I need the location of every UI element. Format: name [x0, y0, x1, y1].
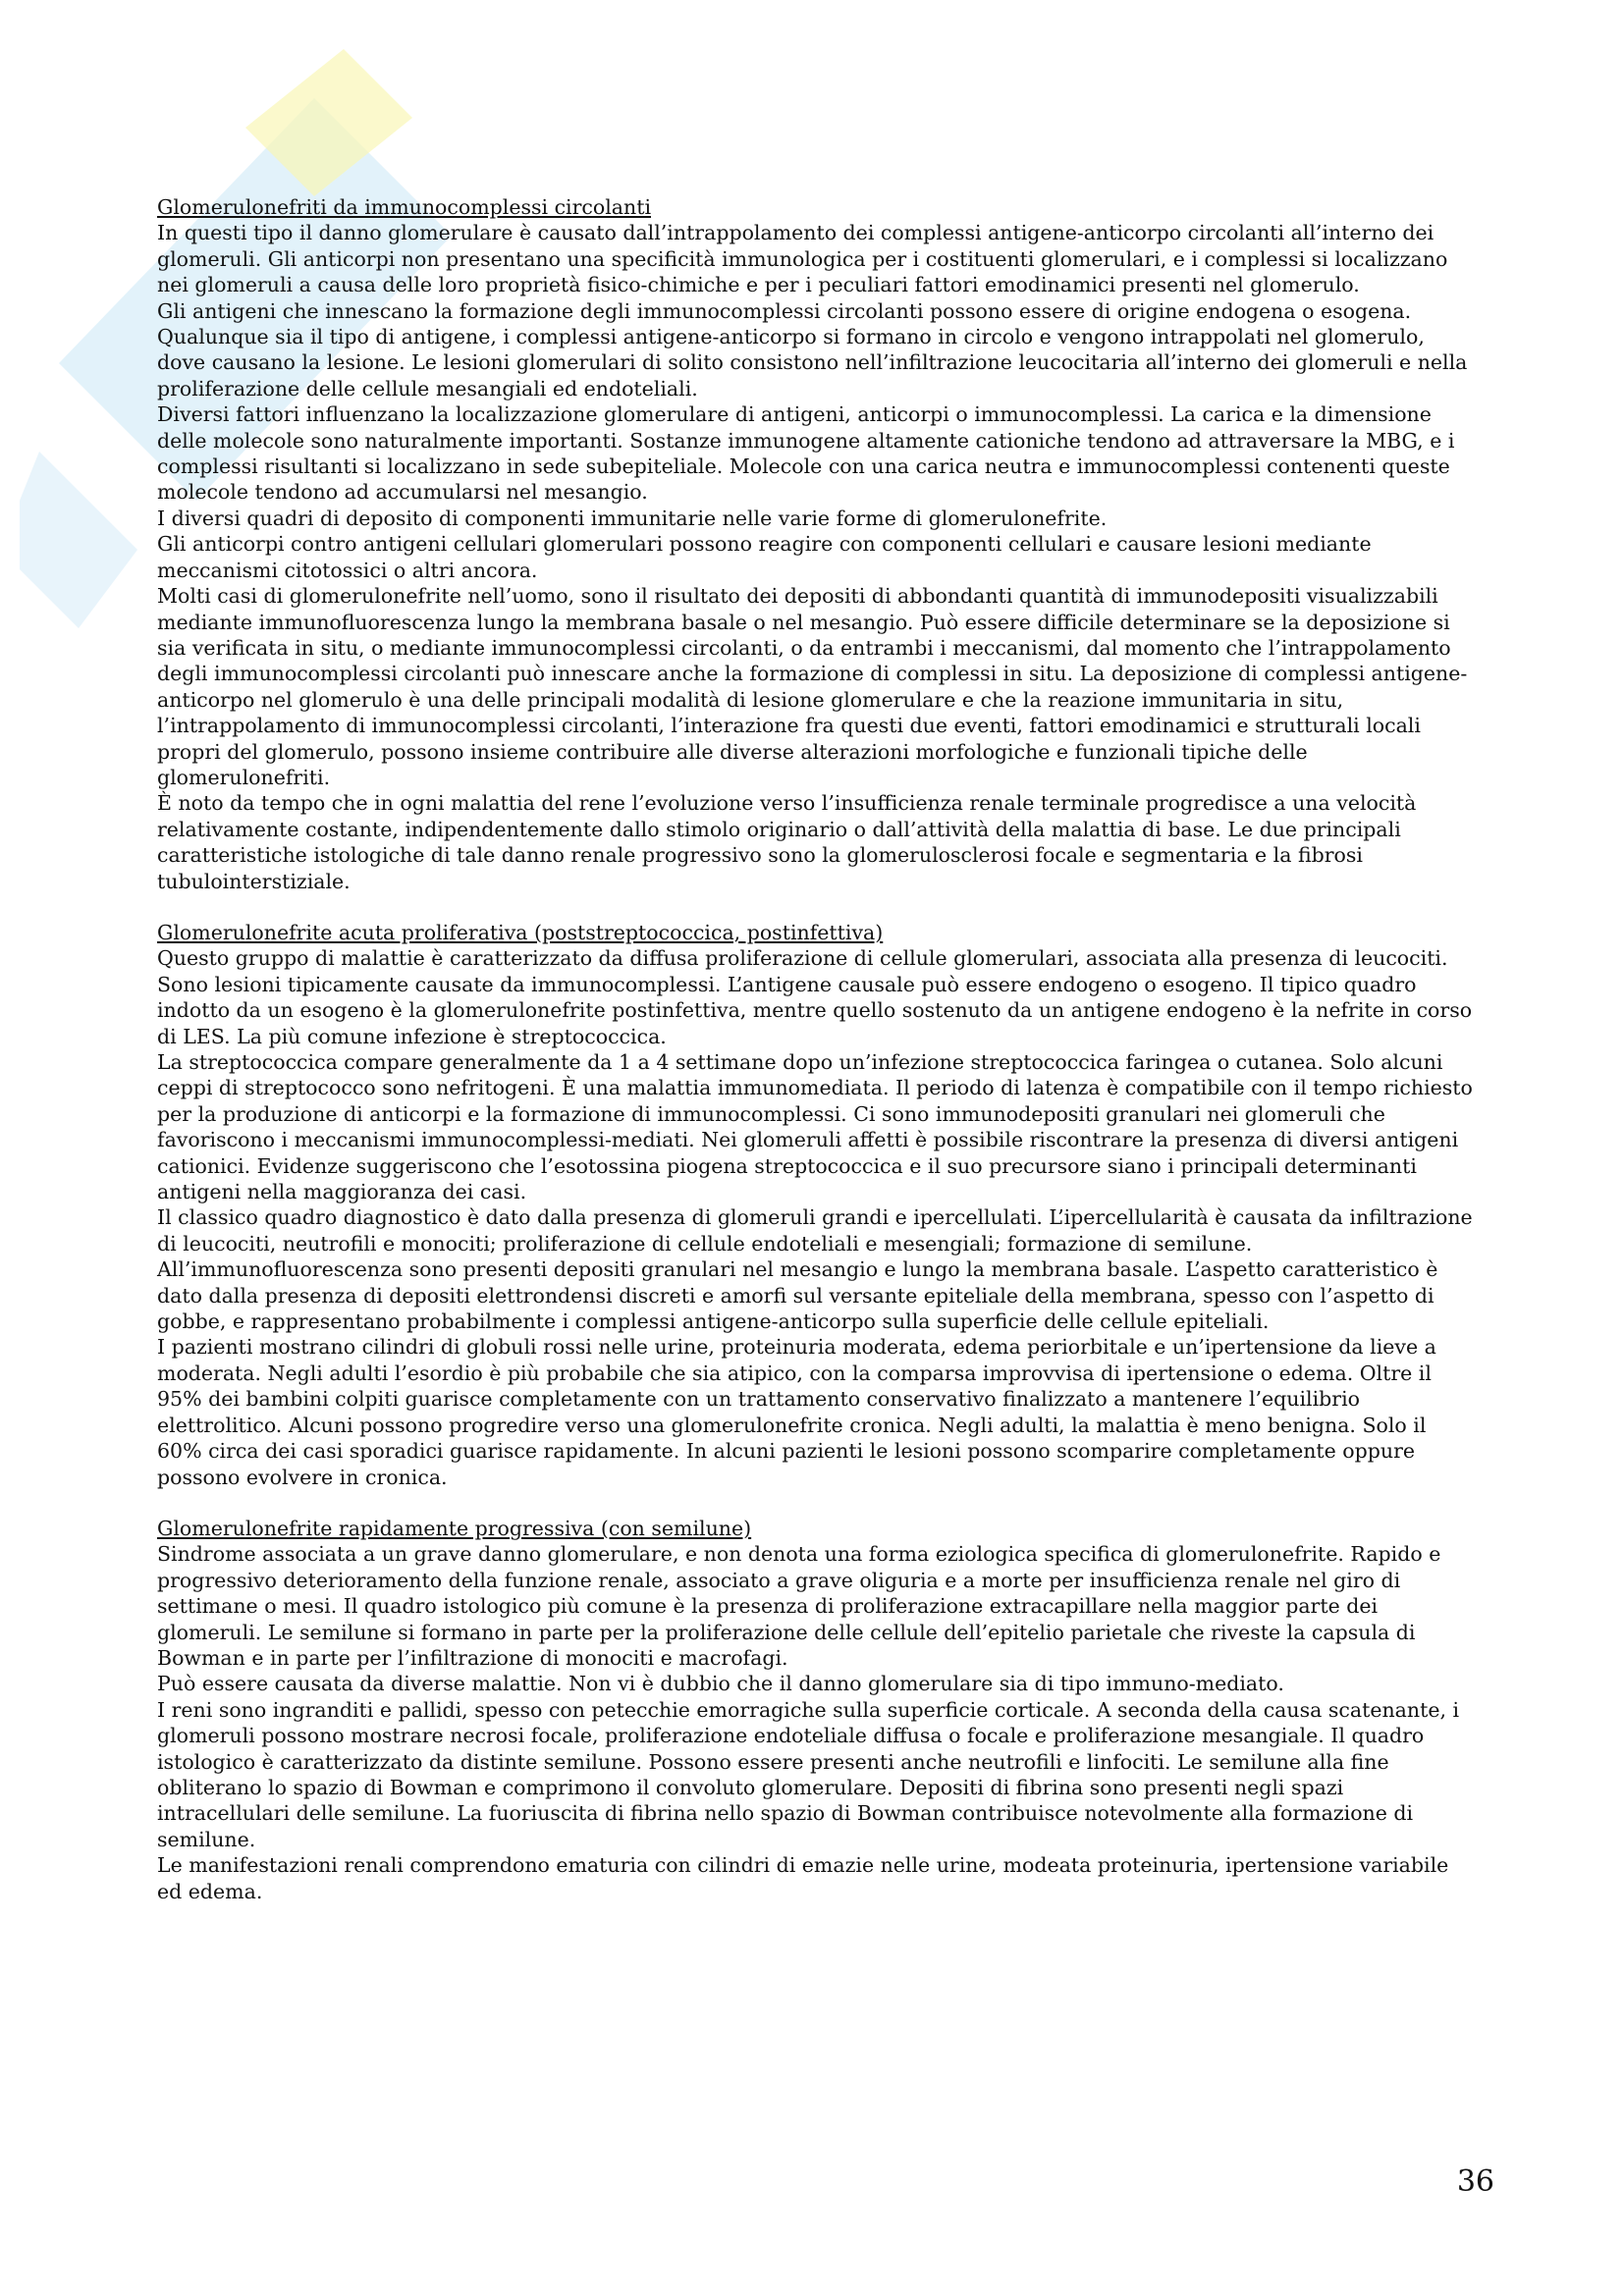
- paragraph: Il classico quadro diagnostico è dato dalla presenza di glomeruli grandi e ipercellulati. L’ipercellularità è causata da infiltrazione di leucociti, neutrofili e monociti; proliferazione di cellule endoteliali e mesengiali; formazione di semilune. All’immunofluorescenza sono presenti depositi granulari nel mesangio e lungo la membrana basale. L’aspetto caratteristico è dato dalla presenza di depositi elettrondensi discreti e amorfi sul versante epiteliale della membrana, spesso con l’aspetto di gobbe, e rappresentano probabilmente i complessi antigene-anticorpo sulla superficie delle cellule epiteliali.: [157, 1205, 1473, 1334]
- section-acuta-proliferativa: [157, 920, 1473, 1490]
- paragraph: Può essere causata da diverse malattie. Non vi è dubbio che il danno glomerulare sia di tipo immuno-mediato.: [157, 1672, 1284, 1696]
- paragraph: Gli antigeni che innescano la formazione degli immunocomplessi circolanti possono essere di origine endogena o esogena. Qualunque sia il tipo di antigene, i complessi antigene-anticorpo si formano in circolo e vengono intrappolati nel glomerulo, dove causano la lesione. Le lesioni glomerulari di solito consistono nell’infiltrazione leucocitaria all’interno dei glomeruli e nella proliferazione delle cellule mesangiali ed endoteliali.: [157, 298, 1468, 400]
- paragraph: Diversi fattori influenzano la localizzazione glomerulare di antigeni, anticorpi o immunocomplessi. La carica e la dimensione delle molecole sono naturalmente importanti. Sostanze immunogene altamente cationiche tendono ad attraversare la MBG, e i complessi risultanti si localizzano in sede subepiteliale. Molecole con una carica neutra e immunocomplessi contenenti queste molecole tendono ad accumularsi nel mesangio.: [157, 402, 1455, 505]
- paragraph: I pazienti mostrano cilindri di globuli rossi nelle urine, proteinuria moderata, edema periorbitale e un’ipertensione da lieve a moderata. Negli adulti l’esordio è più probabile che sia atipico, con la comparsa improvvisa di ipertensione o edema. Oltre il 95% dei bambini colpiti guarisce completamente con un trattamento conservativo finalizzato a mantenere l’equilibrio elettrolitico. Alcuni possono progredire verso una glomerulonefrite cronica. Negli adulti, la malattia è meno benigna. Solo il 60% circa dei casi sporadici guarisce rapidamente. In alcuni pazienti le lesioni possono scomparire completamente oppure possono evolvere in cronica.: [157, 1335, 1436, 1489]
- paragraph: La streptococcica compare generalmente da 1 a 4 settimane dopo un’infezione streptococcica faringea o cutanea. Solo alcuni ceppi di streptococco sono nefritogeni. È una malattia immunomediata. Il periodo di latenza è compatibile con il tempo richiesto per la produzione di anticorpi e la formazione di immunocomplessi. Ci sono immunodepositi granulari nei glomeruli che favoriscono i meccanismi immunocomplessi-mediati. Nei glomeruli affetti è possibile riscontrare la presenza di diversi antigeni cationici. Evidenze suggeriscono che l’esotossina piogena streptococcica e il suo precursore siano i principali determinanti antigeni nella maggioranza dei casi.: [157, 1050, 1473, 1204]
- paragraph: In questi tipo il danno glomerulare è causato dall’intrappolamento dei complessi antigene-anticorpo circolanti all’interno dei glomeruli. Gli anticorpi non presentano una specificità immunologica per i costituenti glomerulari, e i complessi si localizzano nei glomeruli a causa delle loro proprietà fisico-chimiche e per i peculiari fattori emodinamici presenti nel glomerulo.: [157, 221, 1448, 297]
- paragraph: Questo gruppo di malattie è caratterizzato da diffusa proliferazione di cellule glomerulari, associata alla presenza di leucociti. Sono lesioni tipicamente causate da immunocomplessi. L’antigene causale può essere endogeno o esogeno. Il tipico quadro indotto da un esogeno è la glomerulonefrite postinfettiva, mentre quello sostenuto da un antigene endogeno è la nefrite in corso di LES. La più comune infezione è streptococcica.: [157, 946, 1473, 1048]
- paragraph: Le manifestazioni renali comprendono ematuria con cilindri di emazie nelle urine, modeata proteinuria, ipertensione variabile ed edema.: [157, 1853, 1449, 1903]
- section-immunocomplessi: [157, 194, 1473, 894]
- paragraph: I reni sono ingranditi e pallidi, spesso con petecchie emorragiche sulla superficie corticale. A seconda della causa scatenante, i glomeruli possono mostrare necrosi focale, proliferazione endoteliale diffusa o focale e proliferazione mesangiale. Il quadro istologico è caratterizzato da distinte semilune. Possono essere presenti anche neutrofili e linfociti. Le semilune alla fine obliterano lo spazio di Bowman e comprimono il convoluto glomerulare. Depositi di fibrina sono presenti negli spazi intracellulari delle semilune. La fuoriuscita di fibrina nello spazio di Bowman contribuisce notevolmente alla formazione di semilune.: [157, 1697, 1460, 1851]
- page-number: 36: [1456, 2164, 1494, 2199]
- section-title: Glomerulonefriti da immunocomplessi circolanti: [157, 195, 652, 219]
- page-content: [157, 194, 1473, 1930]
- section-title: Glomerulonefrite rapidamente progressiva (con semilune): [157, 1516, 752, 1540]
- paragraph: I diversi quadri di deposito di componenti immunitarie nelle varie forme di glomerulonefrite.: [157, 506, 1108, 530]
- section-title: Glomerulonefrite acuta proliferativa (poststreptococcica, postinfettiva): [157, 920, 884, 944]
- paragraph: È noto da tempo che in ogni malattia del rene l’evoluzione verso l’insufficienza renale terminale progredisce a una velocità relativamente costante, indipendentemente dallo stimolo originario o dall’attività della malattia di base. Le due principali caratteristiche istologiche di tale danno renale progressivo sono la glomerulosclerosi focale e segmentaria e la fibrosi tubulointerstiziale.: [157, 791, 1417, 893]
- paragraph: Gli anticorpi contro antigeni cellulari glomerulari possono reagire con componenti cellulari e causare lesioni mediante meccanismi citotossici o altri ancora.: [157, 532, 1372, 582]
- section-rapidamente-progressiva: [157, 1516, 1473, 1904]
- paragraph: Molti casi di glomerulonefrite nell’uomo, sono il risultato dei depositi di abbondanti quantità di immunodepositi visualizzabili mediante immunofluorescenza lungo la membrana basale o nel mesangio. Può essere difficile determinare se la deposizione si sia verificata in situ, o mediante immunocomplessi circolanti, o da entrambi i meccanismi, dal momento che l’intrappolamento degli immunocomplessi circolanti può innescare anche la formazione di complessi in situ. La deposizione di complessi antigene-anticorpo nel glomerulo è una delle principali modalità di lesione glomerulare e che la reazione immunitaria in situ, l’intrappolamento di immunocomplessi circolanti, l’interazione fra questi due eventi, fattori emodinamici e strutturali locali propri del glomerulo, possono insieme contribuire alle diverse alterazioni morfologiche e funzionali tipiche delle glomerulonefriti.: [157, 584, 1468, 789]
- paragraph: Sindrome associata a un grave danno glomerulare, e non denota una forma eziologica specifica di glomerulonefrite. Rapido e progressivo deterioramento della funzione renale, associato a grave oliguria e a morte per insufficienza renale nel giro di settimane o mesi. Il quadro istologico più comune è la presenza di proliferazione extracapillare nella maggior parte dei glomeruli. Le semilune si formano in parte per la proliferazione delle cellule dell’epitelio parietale che riveste la capsula di Bowman e in parte per l’infiltrazione di monociti e macrofagi.: [157, 1542, 1441, 1670]
